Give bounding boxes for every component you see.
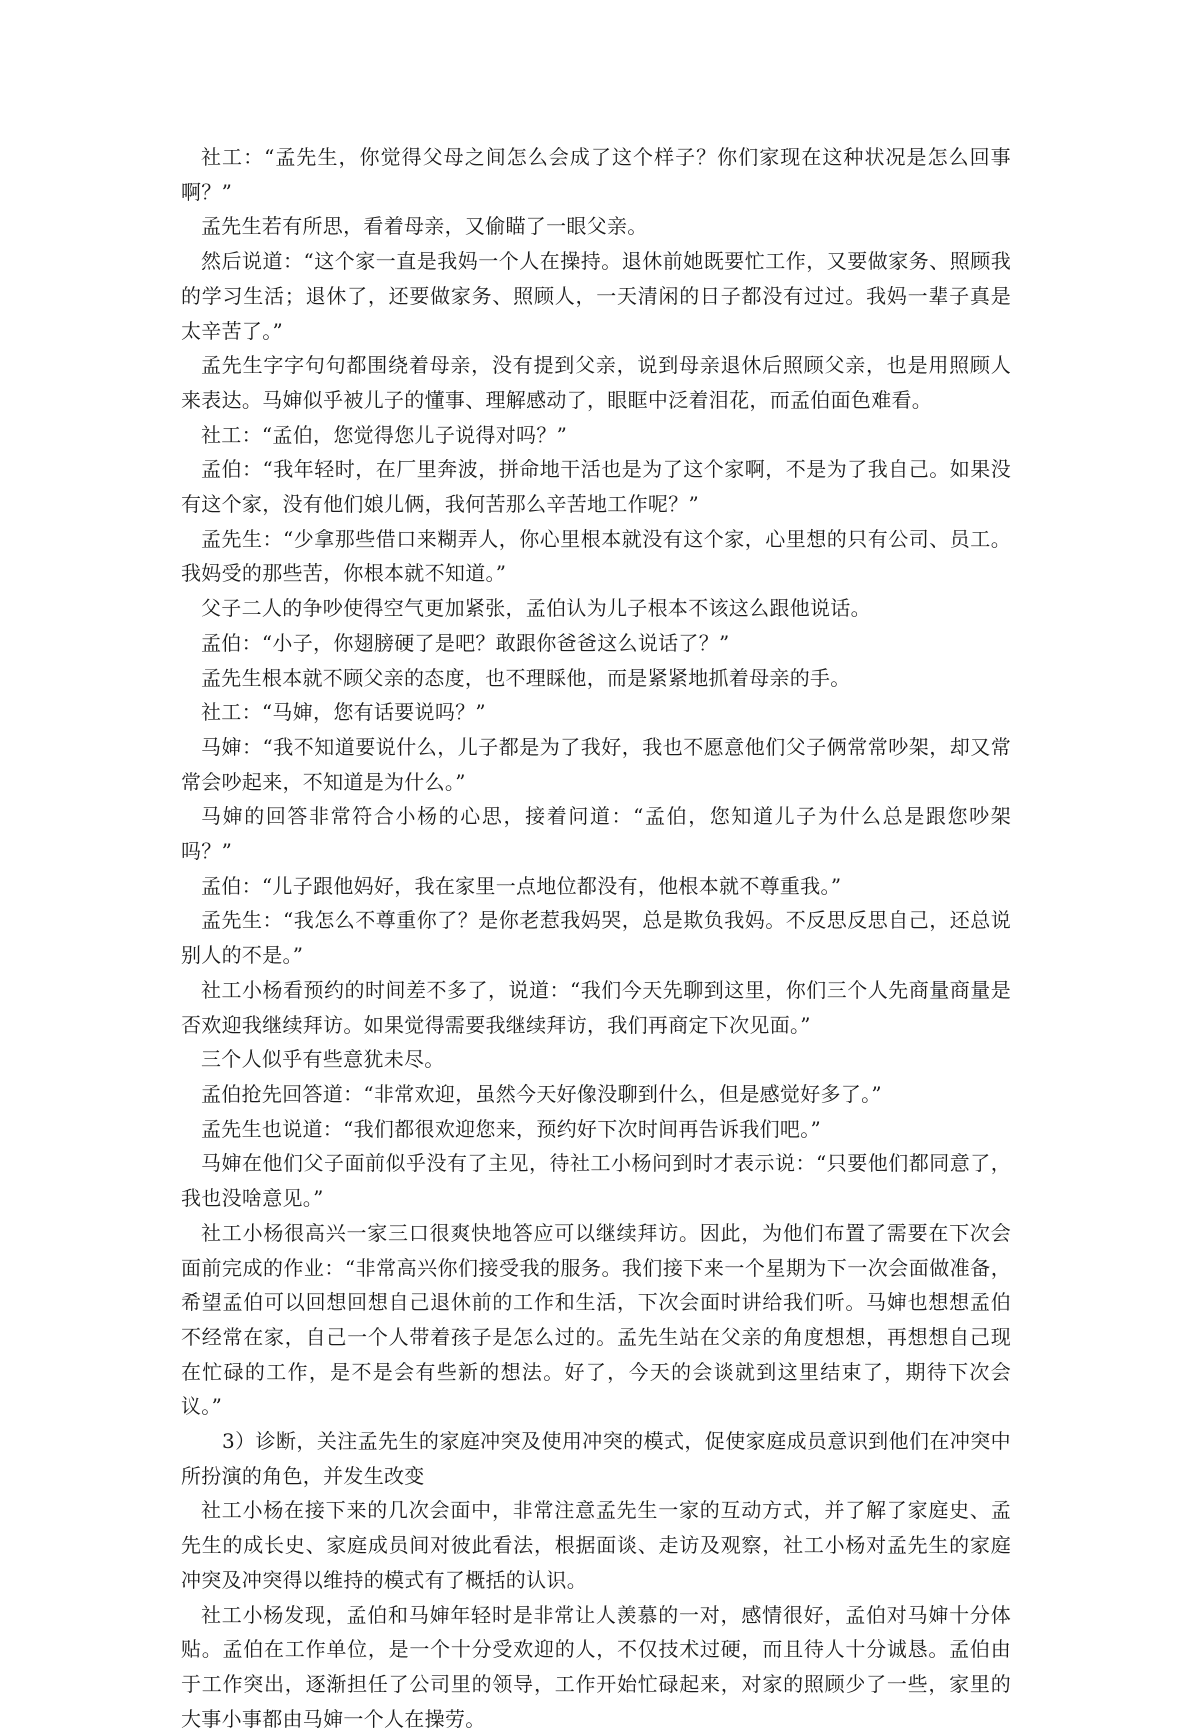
paragraph: 马婶：“我不知道要说什么，儿子都是为了我好，我也不愿意他们父子俩常常吵架，却又常常会吵起来，不知道是为什么。” <box>181 734 1011 794</box>
paragraph: 然后说道：“这个家一直是我妈一个人在操持。退休前她既要忙工作，又要做家务、照顾我的学习生活；退休了，还要做家务、照顾人，一天清闲的日子都没有过过。我妈一辈子真是太辛苦了。” <box>181 249 1011 343</box>
section-heading: 3）诊断，关注孟先生的家庭冲突及使用冲突的模式，促使家庭成员意识到他们在冲突中所扮演的角色，并发生改变 <box>181 1429 1011 1488</box>
paragraph: 社工小杨看预约的时间差不多了，说道：“我们今天先聊到这里，你们三个人先商量商量是否欢迎我继续拜访。如果觉得需要我继续拜访，我们再商定下次见面。” <box>181 977 1011 1037</box>
paragraph: 社工：“马婶，您有话要说吗？” <box>201 700 486 725</box>
paragraph: 三个人似乎有些意犹未尽。 <box>201 1047 445 1072</box>
paragraph: 孟先生也说道：“我们都很欢迎您来，预约好下次时间再告诉我们吧。” <box>201 1116 822 1141</box>
paragraph: 孟伯：“我年轻时，在厂里奔波，拼命地干活也是为了这个家啊，不是为了我自己。如果没有这个家，没有他们娘儿俩，我何苦那么辛苦地工作呢？” <box>181 457 1011 517</box>
paragraph: 社工：“孟先生，你觉得父母之间怎么会成了这个样子？你们家现在这种状况是怎么回事啊？” <box>181 145 1011 204</box>
paragraph: 孟伯抢先回答道：“非常欢迎，虽然今天好像没聊到什么，但是感觉好多了。” <box>201 1081 882 1106</box>
document-body <box>181 140 1011 1736</box>
paragraph: 社工小杨很高兴一家三口很爽快地答应可以继续拜访。因此，为他们布置了需要在下次会面前完成的作业：“非常高兴你们接受我的服务。我们接下来一个星期为下一次会面做准备，希望孟伯可以回想回想自己退休前的工作和生活，下次会面时讲给我们听。马婶也想想孟伯不经常在家，自己一个人带着孩子是怎么过的。孟先生站在父亲的角度想想，再想想自己现在忙碌的工作，是不是会有些新的想法。好了，今天的会谈就到这里结束了，期待下次会议。” <box>181 1220 1011 1419</box>
paragraph: 孟先生根本就不顾父亲的态度，也不理睬他，而是紧紧地抓着母亲的手。 <box>201 665 851 690</box>
paragraph: 父子二人的争吵使得空气更加紧张，孟伯认为儿子根本不该这么跟他说话。 <box>201 596 871 621</box>
paragraph: 社工：“孟伯，您觉得您儿子说得对吗？” <box>201 422 568 447</box>
paragraph: 马婶的回答非常符合小杨的心思，接着问道：“孟伯，您知道儿子为什么总是跟您吵架吗？” <box>181 804 1011 864</box>
paragraph: 社工小杨在接下来的几次会面中，非常注意孟先生一家的互动方式，并了解了家庭史、孟先生的成长史、家庭成员间对彼此看法，根据面谈、走访及观察，社工小杨对孟先生的家庭冲突及冲突得以维持的模式有了概括的认识。 <box>181 1498 1011 1592</box>
paragraph: 马婶在他们父子面前似乎没有了主见，待社工小杨问到时才表示说：“只要他们都同意了，我也没啥意见。” <box>181 1151 1011 1211</box>
paragraph: 孟伯：“小子，你翅膀硬了是吧？敢跟你爸爸这么说话了？” <box>201 630 730 655</box>
paragraph: 社工小杨发现，孟伯和马婶年轻时是非常让人羡慕的一对，感情很好，孟伯对马婶十分体贴。孟伯在工作单位，是一个十分受欢迎的人，不仅技术过硬，而且待人十分诚恳。孟伯由于工作突出，逐渐担任了公司里的领导，工作开始忙碌起来，对家的照顾少了一些，家里的大事小事都由马婶一个人在操劳。 <box>181 1602 1011 1731</box>
paragraph: 孟先生：“少拿那些借口来糊弄人，你心里根本就没有这个家，心里想的只有公司、员工。我妈受的那些苦，你根本就不知道。” <box>181 526 1011 586</box>
paragraph: 孟先生：“我怎么不尊重你了？是你老惹我妈哭，总是欺负我妈。不反思反思自己，还总说别人的不是。” <box>181 908 1011 968</box>
paragraph: 孟先生若有所思，看着母亲，又偷瞄了一眼父亲。 <box>201 214 648 239</box>
paragraph: 孟先生字字句句都围绕着母亲，没有提到父亲，说到母亲退休后照顾父亲，也是用照顾人来表达。马婶似乎被儿子的懂事、理解感动了，眼眶中泛着泪花，而孟伯面色难看。 <box>181 353 1011 412</box>
paragraph: 孟伯：“儿子跟他妈好，我在家里一点地位都没有，他根本就不尊重我。” <box>201 873 842 898</box>
